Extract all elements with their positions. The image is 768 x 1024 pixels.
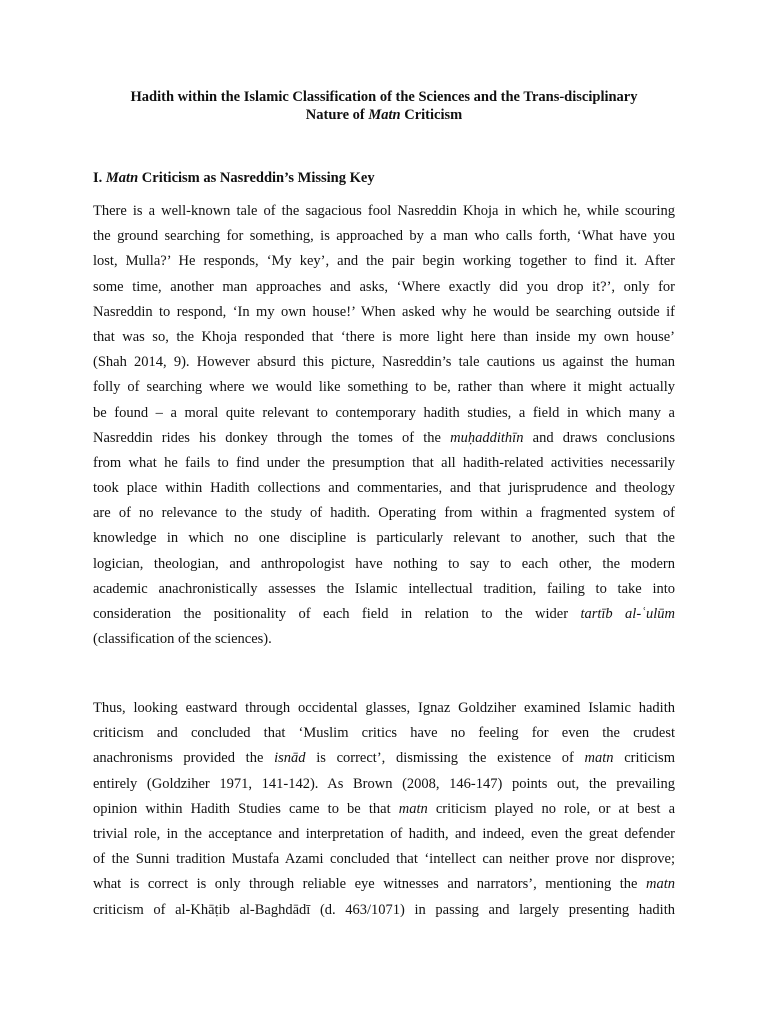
paragraph-1-line xyxy=(93,426,675,451)
line-text: criticism played no role, or at best a xyxy=(427,800,675,817)
section-italic-term: Matn xyxy=(105,170,139,186)
document-title xyxy=(90,88,678,124)
italic-term-matn: matn xyxy=(646,876,675,893)
section-title-rest: Criticism as Nasreddin’s Missing Key xyxy=(138,170,375,186)
paragraph-2-line xyxy=(93,746,675,771)
title-line-2 xyxy=(90,106,678,124)
paragraph-1 xyxy=(93,199,675,652)
title-line-1: Hadith within the Islamic Classification of the Sciences and the Trans-disciplinary xyxy=(130,89,638,105)
line-text: anachronisms provided the xyxy=(93,750,275,767)
paragraph-1-line: the ground searching for something, is approached by a man who calls forth, ‘What have you xyxy=(93,228,675,245)
paragraph-1-line: logician, theologian, and anthropologist have nothing to say to each other, the modern xyxy=(93,555,675,572)
line-text: opinion within Hadith Studies came to be that xyxy=(93,800,399,817)
italic-term-isnad: isnād xyxy=(274,750,306,767)
line-text: criticism xyxy=(613,750,675,767)
paragraph-1-line: (classification of the sciences). xyxy=(93,631,272,648)
paragraph-2-line: entirely (Goldziher 1971, 141-142). As Brown (2008, 146-147) points out, the prevailing xyxy=(93,775,675,792)
title-italic-term: Matn xyxy=(368,107,401,123)
title-line-2-end: Criticism xyxy=(400,107,463,123)
line-text: consideration the positionality of each field in relation to the wider xyxy=(93,606,581,622)
paragraph-1-line: knowledge in which no one discipline is particularly relevant to another, such that the xyxy=(93,530,675,547)
paragraph-2-line: Thus, looking eastward through occidental glasses, Ignaz Goldziher examined Islamic hadith xyxy=(93,700,675,716)
paragraph-2-line: criticism of al-Khāṭib al-Baghdādī (d. 463/1071) in passing and largely presenting hadith xyxy=(93,901,675,918)
paragraph-2-line: of the Sunni tradition Mustafa Azami concluded that ‘intellect can neither prove nor disprove; xyxy=(93,851,675,868)
paragraph-1-line: (Shah 2014, 9). However absurd this picture, Nasreddin’s tale cautions us against the human xyxy=(93,354,675,371)
italic-term-muhaddithin: muḥaddithīn xyxy=(450,429,524,446)
paragraph-1-line: academic anachronistically assesses the Islamic intellectual tradition, failing to take into xyxy=(93,580,675,597)
paragraph-1-line: are of no relevance to the study of hadith. Operating from within a fragmented system of xyxy=(93,505,675,522)
line-text: is correct’, dismissing the existence of xyxy=(305,750,585,767)
title-line-2-start: Nature of xyxy=(305,107,369,123)
paragraph-1-line: from what he fails to find under the presumption that all hadith-related activities necessarily xyxy=(93,454,675,471)
section-heading xyxy=(93,169,375,187)
paragraph-2-line: trivial role, in the acceptance and interpretation of hadith, and indeed, even the great defender xyxy=(93,825,675,842)
section-number: I. xyxy=(93,170,106,186)
italic-term-matn: matn xyxy=(398,800,428,817)
italic-term-matn: matn xyxy=(584,750,614,767)
paragraph-1-line: some time, another man approaches and asks, ‘Where exactly did you drop it?’, only for xyxy=(93,278,675,295)
paragraph-1-line: that was so, the Khoja responded that ‘there is more light here than inside my own house’ xyxy=(93,328,675,345)
paragraph-2-line: criticism and concluded that ‘Muslim critics have no feeling for even the crudest xyxy=(93,725,675,742)
line-text: Nasreddin rides his donkey through the tomes of the xyxy=(93,429,451,446)
paragraph-1-line: be found – a moral quite relevant to contemporary hadith studies, a field in which many a xyxy=(93,404,675,421)
paragraph-1-line: took place within Hadith collections and commentaries, and that jurisprudence and theology xyxy=(93,480,675,497)
paragraph-1-line: lost, Mulla?’ He responds, ‘My key’, and the pair begin working together to find it. After xyxy=(93,253,675,270)
paragraph-1-line: There is a well-known tale of the sagacious fool Nasreddin Khoja in which he, while scouring xyxy=(93,203,675,219)
italic-term-tartib: tartīb al-ʿulūm xyxy=(580,606,675,622)
line-text: and draws conclusions xyxy=(523,429,676,446)
paragraph-2 xyxy=(93,696,675,923)
paragraph-1-line: folly of searching where we would like something to be, rather than where it might actually xyxy=(93,379,675,396)
paragraph-1-line xyxy=(93,602,675,627)
paragraph-2-line xyxy=(93,797,675,822)
paragraph-2-line xyxy=(93,872,675,897)
line-text: what is correct is only through reliable eye witnesses and narrators’, mentioning the xyxy=(93,876,646,893)
paragraph-1-line: Nasreddin to respond, ‘In my own house!’ When asked why he would be searching outside if xyxy=(93,303,675,320)
